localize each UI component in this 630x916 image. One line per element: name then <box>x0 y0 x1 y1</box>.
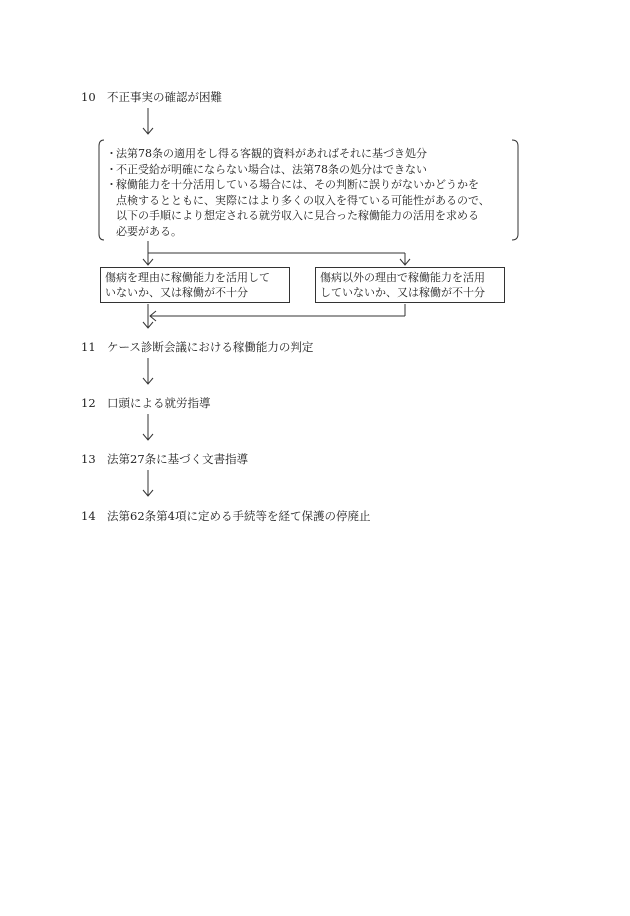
step-number: 13 <box>81 452 96 466</box>
note-line: 点検するとともに、実際にはより多くの収入を得ている可能性があるので、 <box>116 193 490 207</box>
bracket-left <box>99 140 104 240</box>
step-label: 口頭による就労指導 <box>107 396 211 410</box>
step-number: 12 <box>81 396 96 410</box>
step-label: 法第27条に基づく文書指導 <box>107 452 249 466</box>
step-label: 法第62条第4項に定める手続等を経て保護の停廃止 <box>107 509 371 523</box>
step-number: 11 <box>81 340 96 354</box>
box-line: していないか、又は稼働が不十分 <box>320 286 485 299</box>
step-number: 10 <box>81 90 96 104</box>
note-line: 法第78条の適用をし得る客観的資料があればそれに基づき処分 <box>116 147 427 160</box>
bullet-marker: ・ <box>106 162 117 176</box>
step-number: 14 <box>81 509 96 523</box>
note-line: 以下の手順により想定される就労収入に見合った稼働能力の活用を求める <box>116 209 479 222</box>
note-line: 必要がある。 <box>116 224 182 238</box>
box-line: いないか、又は稼働が不十分 <box>105 286 248 299</box>
bullet-marker: ・ <box>106 147 117 160</box>
step-label: ケース診断会議における稼働能力の判定 <box>107 340 314 354</box>
bullet-marker: ・ <box>106 178 117 191</box>
box-line: 傷病以外の理由で稼働能力を活用 <box>320 271 485 284</box>
note-line: 稼働能力を十分活用している場合には、その判断に誤りがないかどうかを <box>116 178 479 191</box>
note-line: 不正受給が明確にならない場合は、法第78条の処分はできない <box>116 162 427 176</box>
step-label: 不正事実の確認が困難 <box>107 90 222 104</box>
bracket-right <box>512 140 518 240</box>
box-line: 傷病を理由に稼働能力を活用して <box>105 271 270 284</box>
